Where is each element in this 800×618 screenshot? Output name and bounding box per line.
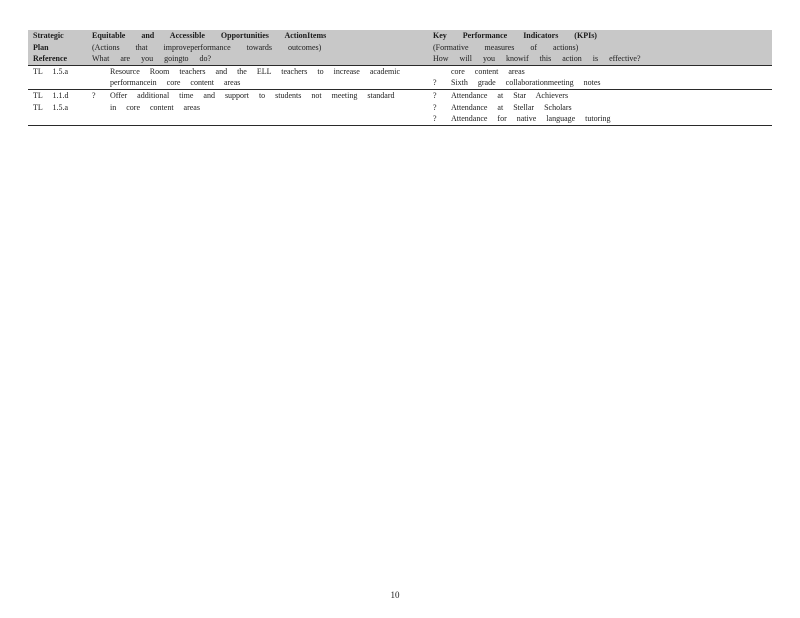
header-col1-line2: Plan [33, 42, 49, 52]
header-actions-question: What are you goingto do? [92, 54, 212, 64]
header-strategic-plan-reference [28, 30, 92, 65]
row1-action-line2: performancein core content areas [110, 78, 241, 88]
row2-action-item [92, 90, 433, 113]
header-col1-line1: Strategic [33, 31, 64, 40]
row2-kpis-cell [433, 89, 772, 125]
header-actions-title: Equitable and Accessible Opportunities ActionItems [92, 31, 327, 40]
header-kpis [433, 30, 772, 65]
page-number: 10 [390, 590, 400, 600]
bullet-marker: ? [92, 90, 96, 100]
row1-kpi-text: Sixth grade collaborationmeeting notes [451, 78, 601, 88]
header-kpis-title: Key Performance Indicators (KPIs) [433, 31, 597, 40]
bullet-marker: ? [433, 78, 437, 88]
row1-reference-cell [28, 65, 92, 89]
bullet-marker: ? [433, 102, 437, 112]
row2-action-line1: Offer additional time and support to students not meeting standard [110, 90, 395, 100]
table-row [28, 89, 772, 125]
row2-ref: TL 1.1.d [33, 90, 69, 100]
row1-kpi-item [433, 66, 772, 78]
row2-reference-cell [28, 89, 92, 125]
table-header-row [28, 30, 772, 65]
row2-kpi-item [433, 113, 772, 125]
bullet-marker: ? [433, 90, 437, 100]
bullet-marker: ? [433, 114, 437, 124]
row2-kpi-item [433, 102, 772, 114]
table-row [28, 65, 772, 89]
row2-action-line2: in core content areas [110, 102, 200, 112]
row1-action-line1: Resource Room teachers and the ELL teachers to increase academic [110, 66, 401, 76]
header-actions [92, 30, 433, 65]
row1-ref: TL 1.5.a [33, 66, 69, 76]
header-col1-line3: Reference [33, 54, 68, 64]
strategic-plan-table [28, 30, 772, 126]
row2-kpi-text: Attendance at Stellar Scholars [451, 102, 572, 112]
row1-kpis-cell [433, 65, 772, 89]
row2-ref: TL 1.5.a [33, 102, 69, 112]
header-kpis-question: How will you knowif this action is effective? [433, 54, 641, 64]
header-actions-subtitle: (Actions that improveperformance towards outcomes) [92, 42, 322, 52]
row2-kpi-text: Attendance at Star Achievers [451, 90, 569, 100]
row1-action-item [92, 66, 433, 89]
row2-kpi-item [433, 90, 772, 102]
header-kpis-subtitle: (Formative measures of actions) [433, 42, 579, 52]
row2-actions-cell [92, 89, 433, 125]
row2-kpi-text: Attendance for native language tutoring [451, 114, 611, 124]
row1-kpi-text: core content areas [451, 66, 525, 76]
row1-kpi-item [433, 77, 772, 89]
row1-actions-cell [92, 65, 433, 89]
